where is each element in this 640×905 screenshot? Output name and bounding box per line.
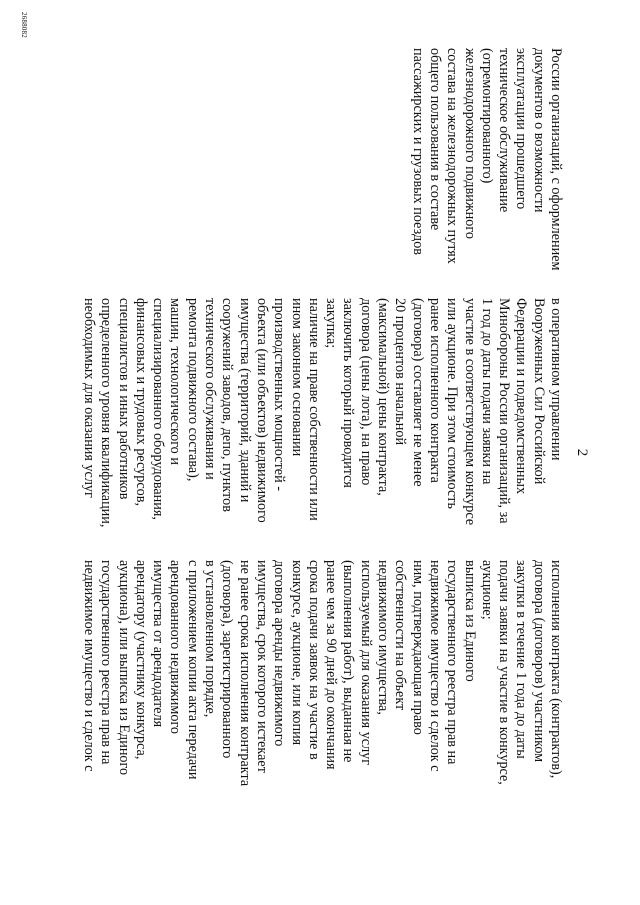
- text-line: (договора) составляет не менее: [409, 298, 426, 487]
- text-line: имущества, срок которого истекает: [253, 560, 270, 773]
- text-line: закупка;: [323, 298, 340, 349]
- text-line: недвижимого имущества,: [375, 560, 392, 715]
- text-line: производственных мощностей -: [271, 298, 288, 491]
- text-line: техническое обслуживание: [496, 48, 513, 213]
- text-line: закупки в течение 1 года до даты: [513, 560, 530, 759]
- text-line: срока подачи заявок на участие в: [305, 560, 322, 760]
- text-line: арендованного недвижимого: [167, 560, 184, 735]
- text-line: ранее чем за 90 дней до окончания: [323, 560, 340, 770]
- text-line: ним, подтверждающая право: [409, 560, 426, 735]
- text-line: 1 год до даты подачи заявки на: [478, 298, 495, 485]
- text-line: сооружений заводов, депо, пунктов: [219, 298, 236, 512]
- text-line: наличие на праве собственности или: [305, 298, 322, 521]
- text-line: технического обслуживания и: [202, 298, 219, 480]
- text-line: выписка из Единого: [461, 560, 478, 682]
- document-code: 2688082: [20, 12, 28, 38]
- text-line: договора аренды недвижимого: [271, 560, 288, 747]
- text-line: государственного реестра прав на: [444, 560, 461, 765]
- text-line: имущества от арендодателя: [150, 560, 167, 728]
- text-line: с приложением копии акта передачи: [184, 560, 201, 780]
- text-line: ином законном основании: [288, 298, 305, 457]
- text-line: железнодорожного подвижного: [461, 48, 478, 239]
- text-line: арендатору (участнику конкурса,: [132, 560, 149, 760]
- text-line: России организаций, с оформлением: [548, 48, 564, 271]
- text-line: документов о возможности: [530, 48, 547, 213]
- column-1: [64, 42, 564, 292]
- text-line: пассажирских и грузовых поездов: [409, 48, 426, 256]
- text-line: участие в соответствующем конкурсе: [461, 298, 478, 526]
- text-line: аукционе;: [478, 560, 495, 620]
- text-line: (выполнения работ), выданная не: [340, 560, 357, 763]
- text-line: собственности на объект: [392, 560, 409, 711]
- text-line: общего пользования в составе: [426, 48, 443, 231]
- text-line: специалистов и иных работников: [115, 298, 132, 500]
- requirements-table: [64, 42, 564, 854]
- text-line: Федерации и подведомственных: [513, 298, 530, 495]
- text-line: государственного реестра прав на: [98, 560, 115, 765]
- text-line: (договора), зарегистрированного: [219, 560, 236, 759]
- text-line: в установленном порядке,: [202, 560, 219, 718]
- text-line: эксплуатации прошедшего: [513, 48, 530, 210]
- text-line: не ранее срока исполнения контракта: [236, 560, 253, 787]
- text-line: используемый для оказания услуг: [357, 560, 374, 766]
- page-number: 2: [574, 448, 590, 457]
- text-line: аукциона), или выписка из Единого: [115, 560, 132, 776]
- text-line: машин, технологического и: [167, 298, 184, 465]
- text-line: финансовых и трудовых ресурсов,: [132, 298, 149, 507]
- text-line: специализированного оборудования,: [150, 298, 167, 520]
- text-line: ранее исполненного контракта: [426, 298, 443, 483]
- column-3: [64, 554, 564, 854]
- text-line: договора (цены лота), на право: [357, 298, 374, 486]
- text-line: 20 процентов начальной: [392, 298, 409, 446]
- text-line: подачи заявки на участие в конкурсе,: [496, 560, 513, 785]
- text-line: имущества (территорий, зданий и: [236, 298, 253, 503]
- text-line: определенного уровня квалификации,: [98, 298, 115, 528]
- text-line: состава на железнодорожных путях: [444, 48, 461, 264]
- text-line: ремонта подвижного состава),: [184, 298, 201, 482]
- text-line: или аукционе. При этом стоимость: [444, 298, 461, 509]
- text-line: Минобороны России организаций, за: [496, 298, 513, 524]
- text-line: (отремонтированного): [478, 48, 495, 184]
- text-line: объекта (или объектов) недвижимого: [253, 298, 270, 523]
- text-line: заключить который проводится: [340, 298, 357, 488]
- text-line: Вооруженных Сил Российской: [530, 298, 547, 485]
- text-line: конкурсе, аукционе, или копия: [288, 560, 305, 746]
- column-2: [64, 292, 564, 554]
- text-line: исполнения контракта (контрактов),: [548, 560, 564, 779]
- text-line: договора (договоров) участником: [530, 560, 547, 763]
- text-line: недвижимое имущество и сделок с: [80, 560, 97, 772]
- text-line: недвижимое имущество и сделок с: [426, 560, 443, 772]
- text-line: (максимальной) цены контракта,: [375, 298, 392, 496]
- text-line: в оперативном управлении: [548, 298, 564, 461]
- text-line: необходимых для оказания услуг: [80, 298, 97, 498]
